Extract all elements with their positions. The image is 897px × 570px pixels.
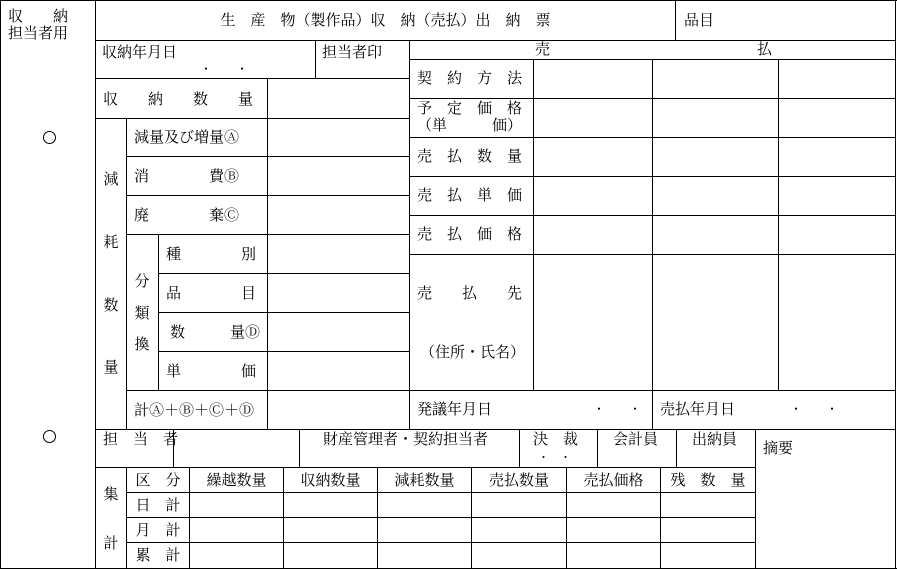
- line-haiki-bottom: [126, 234, 410, 235]
- title-divider: [675, 0, 676, 41]
- uri-kakaku-label: 売 払 価 格: [417, 225, 523, 243]
- shu-label: 集: [103, 485, 119, 503]
- border-left: [0, 0, 1, 569]
- uri-suryo-label: 売 払 数 量: [417, 147, 523, 165]
- line-shubetsu-bottom: [158, 273, 410, 274]
- gen-label: 減: [103, 170, 119, 188]
- line-hinmoku-bottom: [158, 312, 410, 313]
- kei-label: 計Ⓐ＋Ⓑ＋Ⓒ＋Ⓓ: [134, 401, 255, 419]
- title-row-bottom: [95, 40, 896, 41]
- kessai-label: 決 裁: [533, 430, 579, 448]
- line-shohi-bottom: [126, 195, 410, 196]
- sum-header-uri-suryo: 売払数量: [488, 470, 549, 489]
- line-approval-5: [676, 429, 677, 468]
- line-sum-row1-bottom: [126, 517, 756, 518]
- tantosha-label: 担 当 者: [103, 430, 179, 448]
- yotei-label-2: （単 価）: [417, 116, 523, 134]
- line-genryo-bottom: [126, 156, 410, 157]
- hatsugi-dots: ・ ・: [593, 402, 642, 416]
- urisaki-label: 売 払 先: [417, 284, 523, 302]
- uri-date-dots: ・ ・: [790, 402, 839, 416]
- border-right: [895, 0, 896, 569]
- sum-row-nikkei: 日 計: [135, 495, 181, 514]
- haiki-label: 廃 棄Ⓒ: [134, 206, 240, 224]
- suito-label: 出納員: [692, 430, 738, 448]
- line-tekiyo-left: [755, 429, 756, 569]
- uri-date-label: 売払年月日: [660, 400, 736, 418]
- line-suryo-bottom: [158, 351, 410, 352]
- shuno-date-label: 収納年月日: [102, 43, 178, 61]
- suryo-d-label: 数 量Ⓓ: [170, 323, 261, 341]
- hinmoku-label: 品目: [684, 11, 715, 29]
- harai-header: 払: [757, 40, 773, 58]
- line-uri-col3: [778, 59, 779, 391]
- sum-header-genmo: 減耗数量: [394, 470, 455, 489]
- border-bottom: [0, 568, 897, 569]
- rui-label: 類: [134, 304, 150, 322]
- shuno-date-dots: ・ ・: [200, 62, 249, 76]
- line-kei-bottom: [95, 429, 896, 430]
- punch-hole-top: [43, 131, 56, 144]
- bun-label: 分: [134, 272, 150, 290]
- kaikei-label: 会計員: [613, 430, 659, 448]
- line-value-col: [267, 78, 268, 430]
- sum-header-shuno: 収納数量: [300, 470, 361, 489]
- line-tanka-bottom: [126, 390, 410, 391]
- line-genmo-col: [126, 118, 127, 430]
- line-uri-label-col: [533, 59, 534, 391]
- shuno-suryo-label: 収 納 数 量: [103, 90, 254, 108]
- genryo-label: 減量及び増量Ⓐ: [134, 128, 240, 146]
- zaisan-label: 財産管理者・契約担当者: [323, 430, 489, 448]
- form-title: 生 産 物（製作品）収 納（売払）出 納 票: [220, 11, 551, 29]
- tanto-in-label: 担当者印: [322, 43, 383, 61]
- sum-header-uri-kakaku: 売払価格: [583, 470, 644, 489]
- hinmoku2-label: 品 目: [166, 284, 257, 302]
- uri-header: 売: [535, 40, 551, 58]
- line-shuno-bottom: [95, 118, 410, 119]
- line-sum-row2-bottom: [126, 542, 756, 543]
- line-approval-3: [519, 429, 520, 468]
- sum-header-kurikoshi: 繰越数量: [206, 470, 267, 489]
- sum-header-kubun: 区 分: [135, 470, 181, 489]
- yotei-label-1: 予 定 価 格: [417, 99, 523, 117]
- sum-header-zan: 残 数 量: [670, 470, 746, 489]
- kan-label: 換: [134, 335, 150, 353]
- mo-label: 耗: [103, 233, 119, 251]
- su-label: 数: [103, 296, 119, 314]
- ryo-label: 量: [103, 358, 119, 376]
- punch-hole-bottom: [43, 430, 56, 443]
- line-bunrui-col: [158, 234, 159, 391]
- line-sum-header-bottom: [126, 492, 756, 493]
- tekiyo-label: 摘要: [763, 439, 794, 457]
- sum-row-ruikei: 累 計: [135, 546, 181, 564]
- shohi-label: 消 費Ⓑ: [134, 167, 240, 185]
- line-uri-col2: [652, 59, 653, 430]
- line-date-bottom: [95, 78, 410, 79]
- jusho-label: （住所・氏名）: [420, 343, 526, 361]
- line-approval-2: [299, 429, 300, 468]
- sum-row-gekkei: 月 計: [135, 520, 181, 539]
- kei2-label: 計: [103, 534, 119, 552]
- line-date-divider: [315, 40, 316, 79]
- uri-tanka-label: 売 払 単 価: [417, 186, 523, 204]
- shubetsu-label: 種 別: [166, 245, 257, 263]
- tanka-label: 単 価: [166, 362, 257, 380]
- stub-divider: [95, 0, 96, 569]
- side-label-line1: 収 納: [8, 7, 69, 25]
- side-label-line2: 担当者用: [8, 24, 69, 42]
- keiyaku-label: 契 約 方 法: [417, 69, 523, 87]
- hatsugi-label: 発議年月日: [417, 400, 493, 418]
- line-approval-4: [597, 429, 598, 468]
- kessai-dots: ・ ・: [538, 451, 571, 464]
